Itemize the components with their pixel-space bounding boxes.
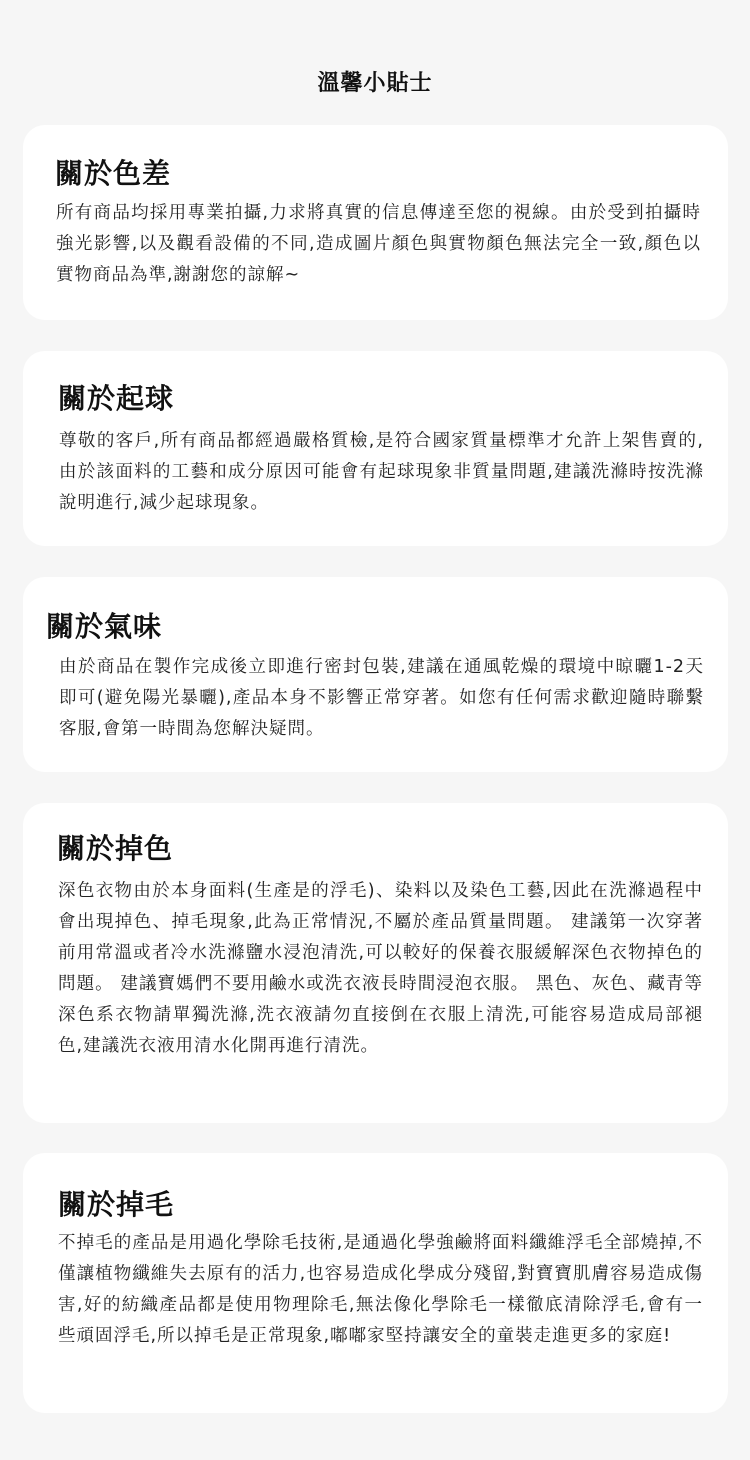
- card-odor: [23, 577, 728, 772]
- card-body: 不掉毛的產品是用過化學除毛技術,是通過化學強鹼將面料纖維浮毛全部燒掉,不僅讓植物纖維失去原有的活力,也容易造成化學成分殘留,對寶寶肌膚容易造成傷害,好的紡織產品都是使用物理除毛,無法像化學除毛一樣徹底清除浮毛,會有一些頑固浮毛,所以掉毛是正常現象,嘟嘟家堅持讓安全的童裝走進更多的家庭!: [58, 1233, 703, 1346]
- card-title: 關於掉毛: [58, 1188, 175, 1221]
- page-title: 溫馨小貼士: [317, 71, 433, 96]
- card-body: 由於商品在製作完成後立即進行密封包裝,建議在通風乾燥的環境中晾曬1-2天即可(避免陽光暴曬),產品本身不影響正常穿著。如您有任何需求歡迎隨時聯繫客服,會第一時間為您解決疑問。: [59, 657, 704, 739]
- card-title: 關於色差: [55, 157, 172, 190]
- card-title: 關於掉色: [57, 832, 174, 865]
- card-color-fading: [23, 803, 728, 1123]
- card-body: 尊敬的客戶,所有商品都經過嚴格質檢,是符合國家質量標準才允許上架售賣的,由於該面料的工藝和成分原因可能會有起球現象非質量問題,建議洗滌時按洗滌說明進行,減少起球現象。: [59, 431, 704, 513]
- card-body: 所有商品均採用專業拍攝,力求將真實的信息傳達至您的視線。由於受到拍攝時強光影響,以及觀看設備的不同,造成圖片顏色與實物顏色無法完全一致,顏色以實物商品為準,謝謝您的諒解~: [56, 203, 701, 285]
- card-color-difference: [23, 125, 728, 320]
- card-pilling: [23, 351, 728, 546]
- card-title: 關於氣味: [46, 610, 163, 643]
- card-body: 深色衣物由於本身面料(生產是的浮毛)、染料以及染色工藝,因此在洗滌過程中會出現掉色、掉毛現象,此為正常情況,不屬於產品質量問題。 建議第一次穿著前用常溫或者冷水洗滌鹽水浸泡清洗,可以較好的保養衣服緩解深色衣物掉色的問題。 建議寶媽們不要用鹼水或洗衣液長時間浸泡衣服。 黑色、灰色、藏青等深色系衣物請單獨洗滌,洗衣液請勿直接倒在衣服上清洗,可能容易造成局部褪色,建議洗衣液用清水化開再進行清洗。: [58, 881, 703, 1056]
- card-title: 關於起球: [58, 382, 175, 415]
- card-lint-shedding: [23, 1153, 728, 1413]
